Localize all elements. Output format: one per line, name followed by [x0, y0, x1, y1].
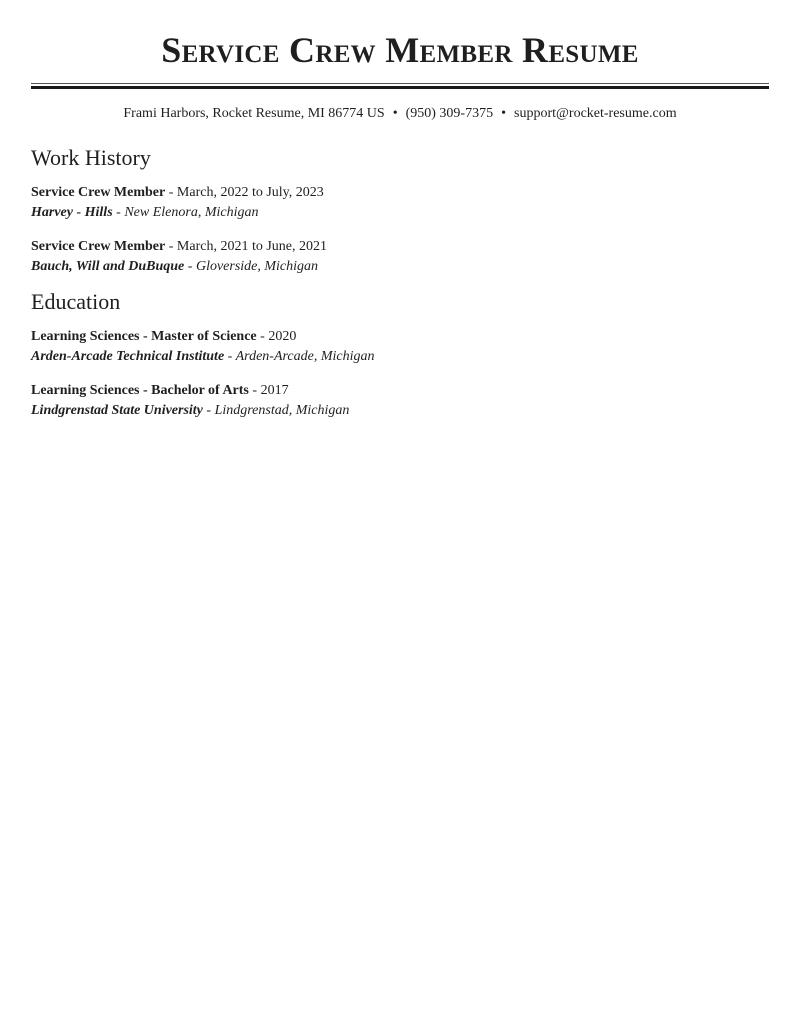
- dash-separator: -: [202, 403, 215, 418]
- work-entry-line-1: [31, 183, 769, 203]
- school-location: Lindgrenstad, Michigan: [214, 403, 350, 418]
- company-name: Harvey - Hills: [31, 205, 113, 220]
- job-location: New Elenora, Michigan: [124, 205, 259, 220]
- work-entry-line-2: [31, 203, 769, 223]
- education-entry: [31, 327, 769, 367]
- education-entry-line-1: [31, 381, 769, 401]
- job-role: Service Crew Member: [31, 185, 166, 200]
- contact-phone: (950) 309-7375: [405, 106, 494, 121]
- dash-separator: -: [256, 329, 269, 344]
- title-divider: [31, 83, 769, 89]
- dash-separator: -: [184, 259, 196, 274]
- job-dates: March, 2022 to July, 2023: [176, 185, 324, 200]
- school-name: Arden-Arcade Technical Institute: [31, 349, 225, 364]
- dash-separator: -: [165, 239, 177, 254]
- work-entry: [31, 183, 769, 223]
- page-title: Service Crew Member Resume: [161, 30, 639, 70]
- resume-page: [31, 0, 769, 421]
- school-name: Lindgrenstad State University: [31, 403, 203, 418]
- education-entry-line-1: [31, 327, 769, 347]
- graduation-year: 2017: [260, 383, 289, 398]
- dash-separator: -: [112, 205, 125, 220]
- work-entry: [31, 237, 769, 277]
- work-entry-line-2: [31, 257, 769, 277]
- job-dates: March, 2021 to June, 2021: [176, 239, 327, 254]
- divider-thick-line: [31, 86, 769, 89]
- contact-email: support@rocket-resume.com: [514, 106, 677, 121]
- education-heading: Education: [31, 289, 121, 314]
- company-name: Bauch, Will and DuBuque: [31, 259, 185, 274]
- work-history-heading: Work History: [31, 145, 151, 170]
- graduation-year: 2020: [268, 329, 297, 344]
- contact-address: Frami Harbors, Rocket Resume, MI 86774 US: [123, 106, 385, 121]
- contact-line: [31, 105, 769, 123]
- job-role: Service Crew Member: [31, 239, 166, 254]
- dash-separator: -: [165, 185, 177, 200]
- degree: Learning Sciences - Bachelor of Arts: [31, 383, 249, 398]
- dash-separator: -: [224, 349, 236, 364]
- school-location: Arden-Arcade, Michigan: [235, 349, 375, 364]
- job-location: Gloverside, Michigan: [195, 259, 319, 274]
- work-entry-line-1: [31, 237, 769, 257]
- education-entry: [31, 381, 769, 421]
- education-entry-line-2: [31, 347, 769, 367]
- bullet-separator: •: [392, 106, 398, 121]
- divider-thin-line: [31, 83, 769, 84]
- bullet-separator: •: [501, 106, 507, 121]
- degree: Learning Sciences - Master of Science: [31, 329, 257, 344]
- education-entry-line-2: [31, 401, 769, 421]
- dash-separator: -: [248, 383, 261, 398]
